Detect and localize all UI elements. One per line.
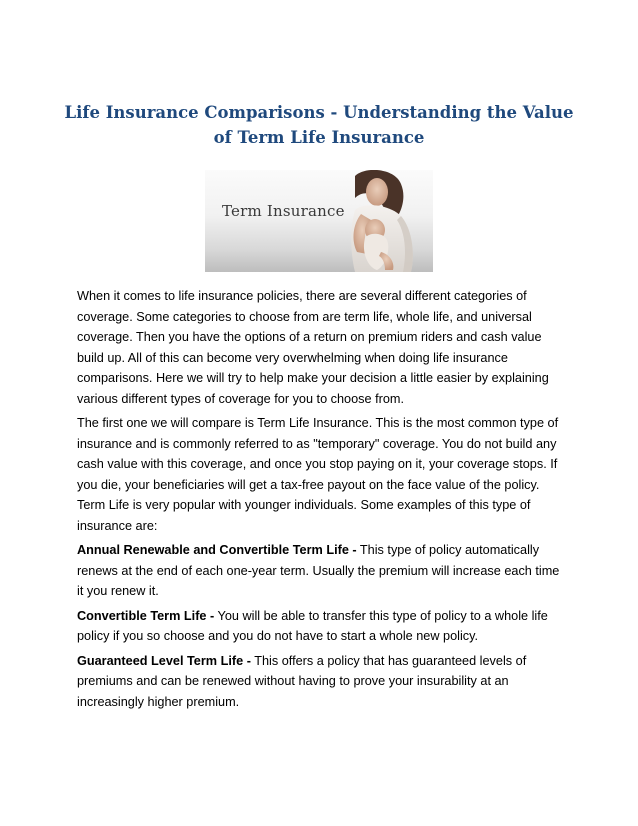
paragraph-convertible (77, 606, 567, 647)
paragraph-text: The first one we will compare is Term Life Insurance. This is the most common type of insurance and is commonly referred to as "temporary" coverage. You do not build any cash value with this coverage, and once you stop paying on it, your coverage stops. If you die, your beneficiaries will get a tax-free payout on the face value of the policy. Term Life is very popular with younger individuals. Some examples of this type of insurance are: (77, 416, 559, 533)
mother-and-baby-photo-icon (205, 170, 433, 272)
paragraph-text: This offers a policy that has guaranteed levels of premiums and can be renewed without having to prove your insurability at an increasingly higher premium. (77, 653, 527, 709)
paragraph-lead: Guaranteed Level Term Life - (77, 653, 251, 668)
paragraph-annual-renewable (77, 540, 567, 602)
title-line-2: of Term Life Insurance (213, 128, 425, 147)
paragraph-lead: Convertible Term Life - (77, 608, 215, 623)
paragraph-2 (77, 413, 567, 536)
article-body (77, 286, 567, 716)
term-insurance-image (205, 170, 433, 272)
paragraph-lead: Annual Renewable and Convertible Term Life - (77, 543, 357, 557)
paragraph-text: When it comes to life insurance policies, there are several different categories of coverage. Some categories to choose from are term life, whole life, and universal coverage. Then you have the options of a return on premium riders and cash value build up. All of this can become very overwhelming when doing life insurance comparisons. Here we will try to help make your decision a little easier by explaining various different types of coverage for you to choose from. (77, 289, 549, 406)
page-title (60, 100, 578, 150)
paragraph-text: You will be able to transfer this type of policy to a whole life policy if you so choose and you do not have to start a whole new policy. (77, 608, 548, 643)
image-label: Term Insurance (222, 202, 345, 220)
title-line-1: Life Insurance Comparisons - Understanding the Value (64, 103, 574, 122)
paragraph-text: This type of policy automatically renews at the end of each one-year term. Usually the premium will increase each time it you renew it. (77, 543, 560, 598)
paragraph-guaranteed-level (77, 651, 567, 713)
paragraph-1 (77, 286, 567, 409)
